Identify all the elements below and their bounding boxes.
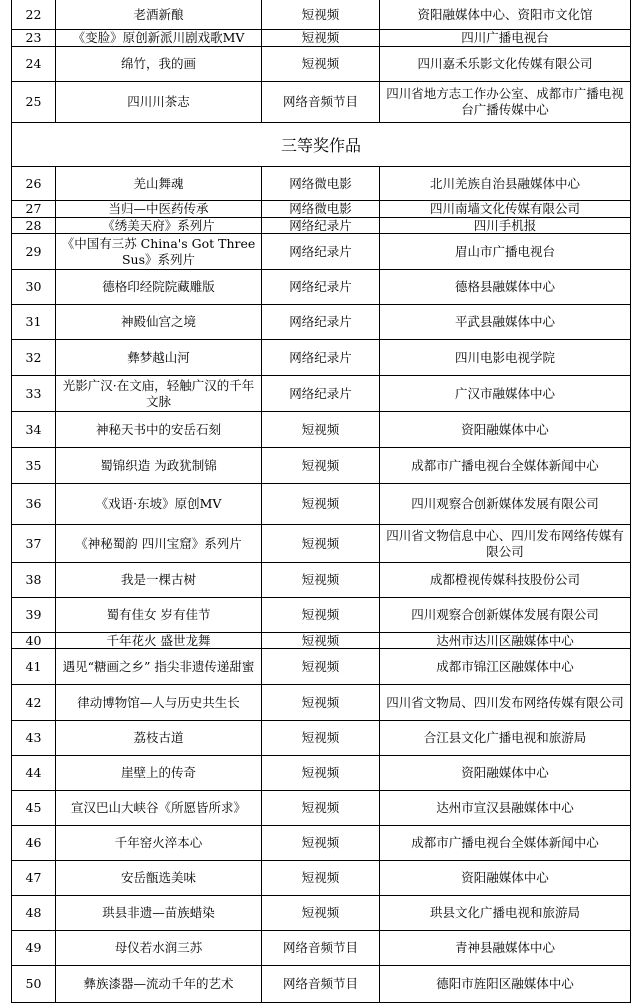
- work-type-cell: 短视频: [261, 47, 379, 81]
- row-number-cell: 26: [11, 167, 55, 200]
- table-row: [11, 0, 631, 30]
- work-title-cell: 《戏语·东坡》原创MV: [55, 484, 261, 524]
- work-title-cell: 彝梦越山河: [55, 340, 261, 375]
- work-type-cell: 短视频: [261, 649, 379, 684]
- organization-cell: 成都橙视传媒科技股份公司: [379, 563, 631, 597]
- work-title-cell: 千年窑火淬本心: [55, 826, 261, 860]
- table-row: [11, 633, 631, 649]
- table-row: [11, 861, 631, 896]
- organization-cell: 德阳市旌阳区融媒体中心: [379, 966, 631, 1002]
- table-row: [11, 966, 631, 1003]
- table-row: [11, 30, 631, 47]
- work-type-cell: 短视频: [261, 448, 379, 483]
- work-type-cell: 短视频: [261, 685, 379, 720]
- row-number-cell: 34: [11, 412, 55, 447]
- row-number-cell: 45: [11, 791, 55, 825]
- row-number-cell: 30: [11, 270, 55, 304]
- work-type-cell: 网络纪录片: [261, 376, 379, 411]
- table-row: [11, 234, 631, 270]
- table-row: [11, 448, 631, 484]
- organization-cell: 资阳融媒体中心: [379, 412, 631, 447]
- organization-cell: 广汉市融媒体中心: [379, 376, 631, 411]
- work-title-cell: 遇见“糖画之乡” 指尖非遗传递甜蜜: [55, 649, 261, 684]
- work-title-cell: 宣汉巴山大峡谷《所愿皆所求》: [55, 791, 261, 825]
- organization-cell: 德格县融媒体中心: [379, 270, 631, 304]
- row-number-cell: 44: [11, 756, 55, 790]
- row-number-cell: 22: [11, 0, 55, 29]
- table-row: [11, 270, 631, 305]
- work-type-cell: 短视频: [261, 791, 379, 825]
- organization-cell: 北川羌族自治县融媒体中心: [379, 167, 631, 200]
- organization-cell: 四川南墙文化传媒有限公司: [379, 201, 631, 217]
- work-type-cell: 短视频: [261, 563, 379, 597]
- table-row: [11, 931, 631, 966]
- work-type-cell: 短视频: [261, 598, 379, 632]
- work-title-cell: 羌山舞魂: [55, 167, 261, 200]
- work-type-cell: 网络音频节目: [261, 966, 379, 1002]
- table-row: [11, 376, 631, 412]
- work-type-cell: 短视频: [261, 721, 379, 755]
- row-number-cell: 33: [11, 376, 55, 411]
- work-type-cell: 短视频: [261, 826, 379, 860]
- section-title: 三等奖作品: [280, 136, 361, 155]
- organization-cell: 青神县融媒体中心: [379, 931, 631, 965]
- table-row: [11, 598, 631, 633]
- work-type-cell: 短视频: [261, 30, 379, 46]
- work-title-cell: 当归—中医药传承: [55, 201, 261, 217]
- table-row: [11, 685, 631, 721]
- work-title-cell: 光影广汉·在文庙，轻触广汉的千年文脉: [55, 376, 261, 411]
- work-type-cell: 网络音频节目: [261, 931, 379, 965]
- row-number-cell: 29: [11, 234, 55, 269]
- organization-cell: 四川省文物局、四川发布网络传媒有限公司: [379, 685, 631, 720]
- organization-cell: 成都市广播电视台全媒体新闻中心: [379, 448, 631, 483]
- work-type-cell: 短视频: [261, 0, 379, 29]
- organization-cell: 资阳融媒体中心、资阳市文化馆: [379, 0, 631, 29]
- organization-cell: 四川电影电视学院: [379, 340, 631, 375]
- row-number-cell: 32: [11, 340, 55, 375]
- row-number-cell: 49: [11, 931, 55, 965]
- organization-cell: 四川嘉禾乐影文化传媒有限公司: [379, 47, 631, 81]
- work-title-cell: 《变脸》原创新派川剧戏歌MV: [55, 30, 261, 46]
- work-type-cell: 网络音频节目: [261, 82, 379, 122]
- row-number-cell: 28: [11, 218, 55, 233]
- row-number-cell: 27: [11, 201, 55, 217]
- work-title-cell: 蜀锦织造 为政犹制锦: [55, 448, 261, 483]
- organization-cell: 资阳融媒体中心: [379, 756, 631, 790]
- work-title-cell: 崖壁上的传奇: [55, 756, 261, 790]
- organization-cell: 四川观察合创新媒体发展有限公司: [379, 598, 631, 632]
- organization-cell: 资阳融媒体中心: [379, 861, 631, 895]
- organization-cell: 眉山市广播电视台: [379, 234, 631, 269]
- work-type-cell: 网络纪录片: [261, 305, 379, 339]
- organization-cell: 成都市锦江区融媒体中心: [379, 649, 631, 684]
- table-row: [11, 563, 631, 598]
- work-title-cell: 母仪若水润三苏: [55, 931, 261, 965]
- row-number-cell: 43: [11, 721, 55, 755]
- row-number-cell: 25: [11, 82, 55, 122]
- work-type-cell: 网络纪录片: [261, 218, 379, 233]
- table-row: [11, 218, 631, 234]
- row-number-cell: 35: [11, 448, 55, 483]
- organization-cell: 合江县文化广播电视和旅游局: [379, 721, 631, 755]
- section-heading-third-prize: [11, 123, 631, 167]
- table-row: [11, 340, 631, 376]
- table-row: [11, 721, 631, 756]
- table-row: [11, 47, 631, 82]
- table-row: [11, 201, 631, 218]
- work-title-cell: 德格印经院院藏雕版: [55, 270, 261, 304]
- work-title-cell: 绵竹，我的画: [55, 47, 261, 81]
- work-title-cell: 彝族漆器—流动千年的艺术: [55, 966, 261, 1002]
- work-title-cell: 神秘天书中的安岳石刻: [55, 412, 261, 447]
- row-number-cell: 38: [11, 563, 55, 597]
- organization-cell: 四川广播电视台: [379, 30, 631, 46]
- organization-cell: 四川手机报: [379, 218, 631, 233]
- work-type-cell: 短视频: [261, 525, 379, 562]
- row-number-cell: 31: [11, 305, 55, 339]
- work-type-cell: 网络微电影: [261, 167, 379, 200]
- row-number-cell: 47: [11, 861, 55, 895]
- table-row: [11, 791, 631, 826]
- work-title-cell: 四川川茶志: [55, 82, 261, 122]
- work-title-cell: 安岳甑选美味: [55, 861, 261, 895]
- work-type-cell: 短视频: [261, 896, 379, 930]
- table-row: [11, 525, 631, 563]
- table-row: [11, 826, 631, 861]
- organization-cell: 四川省文物信息中心、四川发布网络传媒有限公司: [379, 525, 631, 562]
- work-type-cell: 短视频: [261, 756, 379, 790]
- row-number-cell: 46: [11, 826, 55, 860]
- table-row: [11, 82, 631, 123]
- work-type-cell: 网络纪录片: [261, 340, 379, 375]
- work-type-cell: 网络纪录片: [261, 270, 379, 304]
- work-title-cell: 老酒新酿: [55, 0, 261, 29]
- row-number-cell: 36: [11, 484, 55, 524]
- table-row: [11, 896, 631, 931]
- table-row: [11, 412, 631, 448]
- work-title-cell: 《中国有三苏 China's Got Three Sus》系列片: [55, 234, 261, 269]
- organization-cell: 成都市广播电视台全媒体新闻中心: [379, 826, 631, 860]
- table-row: [11, 167, 631, 201]
- work-title-cell: 《神秘蜀韵 四川宝窟》系列片: [55, 525, 261, 562]
- work-title-cell: 荔枝古道: [55, 721, 261, 755]
- work-type-cell: 短视频: [261, 484, 379, 524]
- work-type-cell: 网络纪录片: [261, 234, 379, 269]
- organization-cell: 达州市达川区融媒体中心: [379, 633, 631, 648]
- row-number-cell: 24: [11, 47, 55, 81]
- work-type-cell: 网络微电影: [261, 201, 379, 217]
- row-number-cell: 40: [11, 633, 55, 648]
- row-number-cell: 37: [11, 525, 55, 562]
- work-title-cell: 神殿仙宫之境: [55, 305, 261, 339]
- work-type-cell: 短视频: [261, 412, 379, 447]
- work-title-cell: 我是一棵古树: [55, 563, 261, 597]
- work-title-cell: 律动博物馆—人与历史共生长: [55, 685, 261, 720]
- table-row: [11, 756, 631, 791]
- table-row: [11, 649, 631, 685]
- organization-cell: 达州市宣汉县融媒体中心: [379, 791, 631, 825]
- table-row: [11, 484, 631, 525]
- work-title-cell: 《绣美天府》系列片: [55, 218, 261, 233]
- row-number-cell: 23: [11, 30, 55, 46]
- work-type-cell: 短视频: [261, 633, 379, 648]
- row-number-cell: 50: [11, 966, 55, 1002]
- row-number-cell: 42: [11, 685, 55, 720]
- work-type-cell: 短视频: [261, 861, 379, 895]
- work-title-cell: 蜀有佳女 岁有佳节: [55, 598, 261, 632]
- organization-cell: 珙县文化广播电视和旅游局: [379, 896, 631, 930]
- work-title-cell: 珙县非遗—苗族蜡染: [55, 896, 261, 930]
- row-number-cell: 39: [11, 598, 55, 632]
- table-row: [11, 305, 631, 340]
- work-title-cell: 千年花火 盛世龙舞: [55, 633, 261, 648]
- organization-cell: 四川省地方志工作办公室、成都市广播电视台广播传媒中心: [379, 82, 631, 122]
- organization-cell: 四川观察合创新媒体发展有限公司: [379, 484, 631, 524]
- row-number-cell: 41: [11, 649, 55, 684]
- row-number-cell: 48: [11, 896, 55, 930]
- organization-cell: 平武县融媒体中心: [379, 305, 631, 339]
